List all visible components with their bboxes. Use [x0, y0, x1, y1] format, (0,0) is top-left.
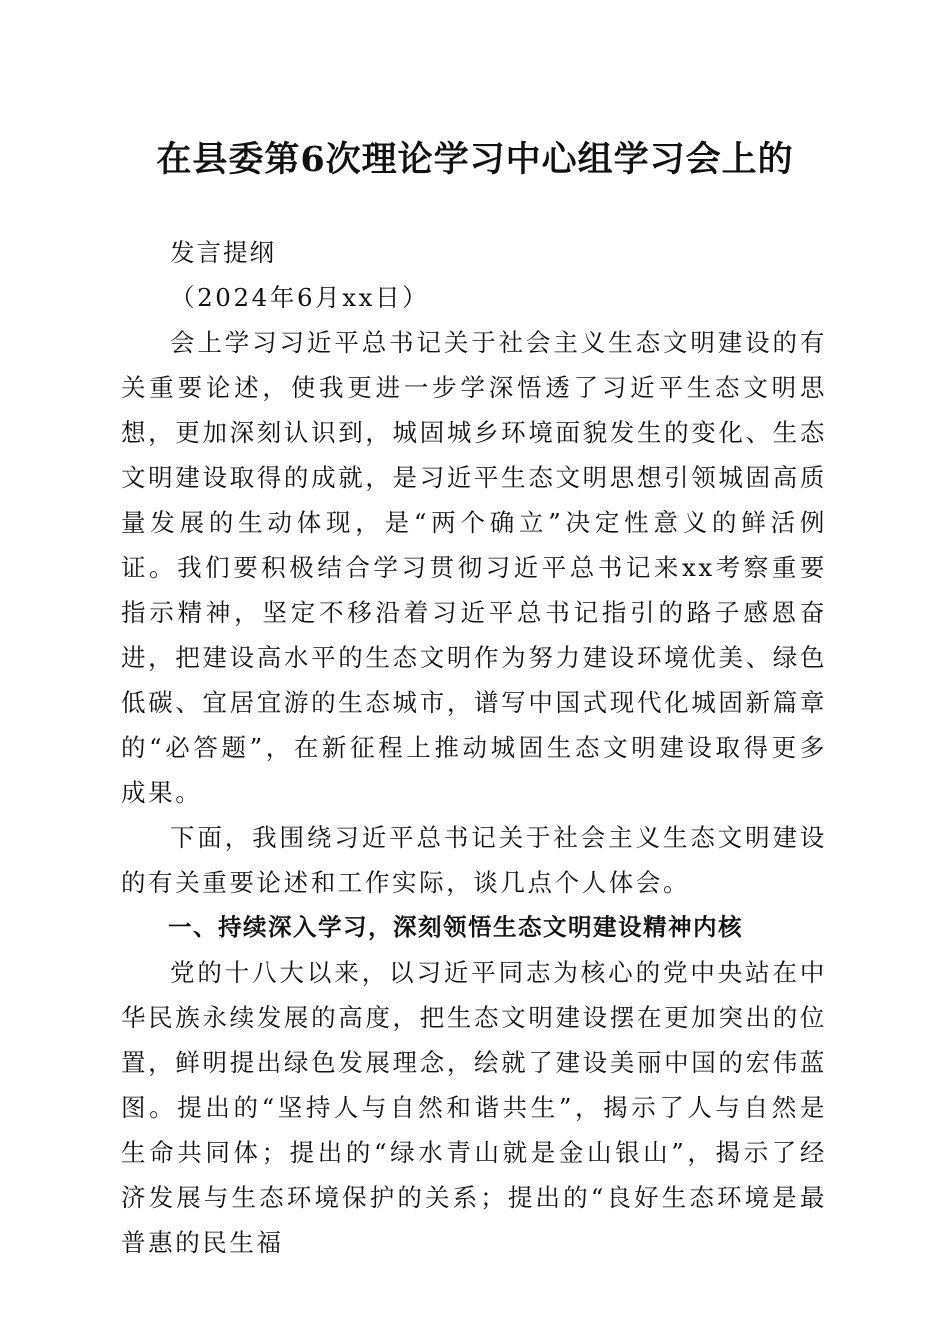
transition-paragraph: 下面，我围绕习近平总书记关于社会主义生态文明建设的有关重要论述和工作实际，谈几点个人体会。 [121, 823, 827, 897]
section-heading-1: 一、持续深入学习，深刻领悟生态文明建设精神内核 [168, 913, 743, 941]
document-subtitle: 发言提纲 [170, 238, 276, 267]
document-body [121, 230, 827, 1265]
document-title: 在县委第6次理论学习中心组学习会上的 [156, 139, 794, 180]
section-1-paragraph: 党的十八大以来，以习近平同志为核心的党中央站在中华民族永续发展的高度，把生态文明建设摆在更加突出的位置，鲜明提出绿色发展理念，绘就了建设美丽中国的宏伟蓝图。提出的“坚持人与自然和谐共生”，揭示了人与自然是生命共同体；提出的“绿水青山就是金山银山”，揭示了经济发展与生态环境保护的关系；提出的“良好生态环境是最普惠的民生福 [121, 958, 827, 1257]
document-date: （2024年6月xx日） [170, 283, 430, 312]
intro-paragraph: 会上学习习近平总书记关于社会主义生态文明建设的有关重要论述，使我更进一步学深悟透了习近平生态文明思想，更加深刻认识到，城固城乡环境面貌发生的变化、生态文明建设取得的成就，是习近平生态文明思想引领城固高质量发展的生动体现，是“两个确立”决定性意义的鲜活例证。我们要积极结合学习贯彻习近平总书记来xx考察重要指示精神，坚定不移沿着习近平总书记指引的路子感恩奋进，把建设高水平的生态文明作为努力建设环境优美、绿色低碳、宜居宜游的生态城市，谱写中国式现代化城固新篇章的“必答题”，在新征程上推动城固生态文明建设取得更多成果。 [121, 328, 827, 807]
